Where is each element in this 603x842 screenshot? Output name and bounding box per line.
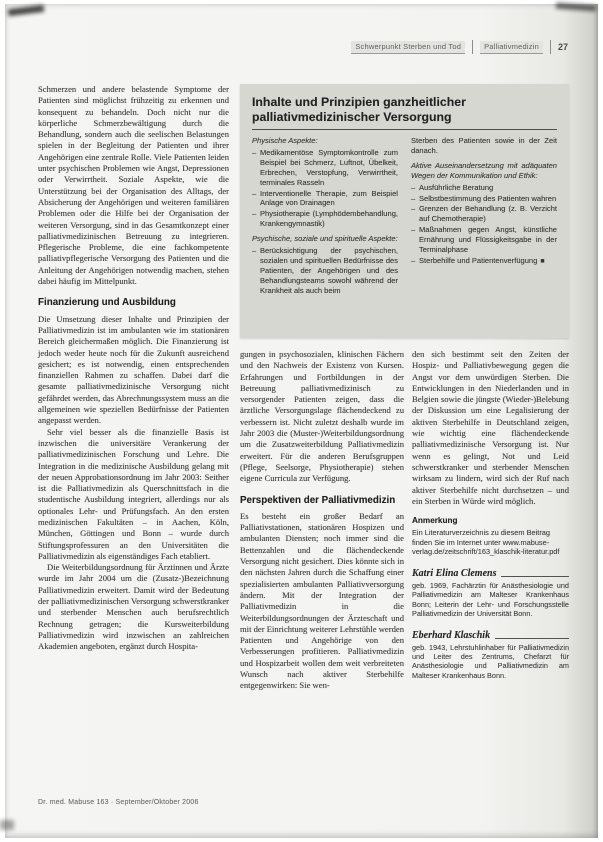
info-box-subhead: Psychische, soziale und spirituelle Aspekte: (252, 234, 398, 244)
info-box (240, 84, 569, 338)
header-divider (472, 40, 473, 54)
author-block (412, 630, 569, 681)
anmerkung-text: Ein Literaturverzeichnis zu diesem Beitrag finden Sie im Internet unter www.mabuse-verlag.de/zeitschrift/163_klaschik-literatur.pdf (412, 528, 560, 557)
bullet-text: Sterbehilfe und Patientenverfügung (419, 255, 538, 265)
paragraph: den sich bestimmt seit den Zeiten der Hospiz- und Palliativbewegung gegen die Angst vor dem unwürdigen Sterben. Die Entwicklungen in den Niederlanden und in Belgien sowie die jüngste (Wieder-)Belebung der Diskussion um eine Legalisierung der aktiven Sterbehilfe in Deutschland zeigen, wie wichtig eine flächendeckende palliativmedizinische Versorgung ist. Nur wenn es gelingt, Not und Leid schwerstkranker und sterbender Menschen wirksam zu lindern, wird sich der Ruf nach aktiver Sterbehilfe nicht durchsetzen – und ein Sterben in Würde wird möglich. (412, 349, 569, 506)
bullet-item: – Medikamentöse Symptomkontrolle zum Beispiel bei Schmerz, Luftnot, Übelkeit, Erbrechen, Verstopfung, Verwirrtheit, terminales Rasseln (252, 148, 398, 188)
author-bio: geb. 1943, Lehrstuhlinhaber für Palliativmedizin und Leiter des Zentrums, Chefarzt für Anästhesiologie und Palliativmedizin am Malteser Krankenhaus Bonn. (412, 642, 569, 680)
author-rule (495, 638, 569, 639)
author-name-text: Eberhard Klaschik (412, 629, 491, 641)
anmerkung-heading: Anmerkung (412, 516, 458, 526)
author-name (412, 630, 569, 641)
info-box-title: Inhalte und Prinzipien ganzheitlicher palliativmedizinischer Versorgung (252, 95, 466, 124)
paragraph: Sehr viel besser als die finanzielle Basis ist inzwischen die universitäre Verankerung der palliativmedizinischen Forschung und Lehre. Die Integration in die medizinische Ausbildung gelang mit der neuen Approbationsordnung im Jahr 2003: Seither ist die Palliativmedizin als Querschnittsfach in die studentische Ausbildung integriert, allerdings nur als optionales Lehr- und Prüfungsfach. An den ersten medizinischen Fakultäten – in Aachen, Köln, München, Göttingen und Bonn – wurde durch Stiftungsprofessuren an den Universitäten die Palliativmedizin als eigenständiges Fach etabliert. (38, 426, 229, 561)
bullet-item: – Berücksichtigung der psychischen, sozialen und spirituellen Bedürfnisse des Patienten, der Angehörigen und des Behandlungsteams sowohl während der Krankheit als auch beim (252, 246, 398, 296)
section-heading-finanzierung: Finanzierung und Ausbildung (38, 297, 176, 309)
article-end-mark: ■ (540, 257, 545, 265)
bullet-item: – Maßnahmen gegen Angst, künstliche Ernährung und Flüssigkeitsgabe in der Terminalphase (411, 225, 557, 255)
info-box-subhead: Aktive Auseinandersetzung mit adäquaten Wegen der Kommunikation und Ethik: (411, 160, 557, 180)
header-divider (550, 40, 551, 54)
header-page-number: 27 (557, 42, 568, 52)
info-box-rule (252, 129, 557, 130)
author-name (412, 568, 569, 579)
info-box-left-column (252, 136, 398, 297)
paragraph: Es besteht ein großer Bedarf an Palliativstationen, stationären Hospizen und ambulanten Diensten; noch immer sind die Bettenzahlen und die flächendeckende Versorgung nicht gesichert. Dies könnte sich in den nächsten Jahren durch die Schaffung einer spezialisierten ambulanten Palliativversorgung ändern. Mit der Integration der Palliativmedizin in die Weiterbildungsordnungen der Ärzteschaft und mit der Einrichtung weiterer Lehrstühle werden Patienten und Angehörige von den Verbesserungen profitieren. Palliativmedizin und Hospizarbeit wollen dem weit verbreiteten Wunsch nach aktiver Sterbehilfe entgegenwirken: Sie wen- (240, 510, 404, 691)
info-box-subhead: Physische Aspekte: (252, 136, 318, 145)
scan-artifact (0, 820, 14, 830)
info-box-right-column (411, 136, 557, 297)
paragraph: Die Weiterbildungsordnung für Ärztinnen und Ärzte wurde im Jahr 2004 um die (Zusatz-)Bezeichnung Palliativmedizin erweitert. Damit wird der Bedeutung der palliativmedizinischen Versorgung schwerstkranker und sterbender Menschen auch berufsrechtlich Rechnung getragen; die Kursweiterbildung Palliativmedizin wird inzwischen an zahlreichen Akademien angeboten, ergänzt durch Hospita- (38, 562, 229, 652)
page-footer: Dr. med. Mabuse 163 · September/Oktober 2006 (38, 799, 199, 806)
paragraph: Schmerzen und andere belastende Symptome der Patienten sind möglichst frühzeitig zu erkennen und konsequent zu behandeln. Doch nicht nur die körperliche Schmerzbewältigung durch die Behandlung, sondern auch die seelischen Belastungen spielen in der Begleitung der Patienten und ihrer Angehörigen eine zentrale Rolle. Viele Patienten leiden unter psychischen Problemen wie Angst, Depressionen oder Verwirrtheit. Soziale Aspekte, wie die Unterstützung bei der Organisation des Alltags, der Absicherung der Angehörigen und weiteren familiären Problemen oder die Hilfe bei der Organisation der weiteren Versorgung, sind in das Gesamtkonzept einer palliativmedizinischen Betreuung zu integrieren. Pflegerische Probleme, die eine fachkompetente palliativpflegerische Versorgung des Patienten und die Anleitung der Angehörigen notwendig machen, stehen dabei häufig im Mittelpunkt. (38, 84, 229, 287)
left-column (38, 84, 229, 653)
page-header (300, 40, 568, 54)
bullet-item: – Selbstbestimmung des Patienten wahren (411, 194, 557, 204)
author-name-text: Katri Elina Clemens (412, 567, 497, 579)
middle-column (240, 349, 404, 692)
paragraph: gungen in psychosozialen, klinischen Fächern und den Nachweis der Existenz von Kursen. Erfahrungen und Fortbildungen in der Betreuung palliativmedizinisch zu versorgender Patienten zeigen, dass die ärztliche Versorgungslage flächendeckend zu verbessern ist. Nicht zuletzt deshalb wurde im Jahr 2003 die (Muster-)Weiterbildungsordnung um die Zusatzweiterbildung Palliativmedizin erweitert. Für die anderen Berufsgruppen (Pflege, Seelsorge, Physiotherapie) stehen eigene Curricula zur Verfügung. (240, 349, 404, 484)
bullet-item (411, 256, 557, 267)
section-heading-perspektiven: Perspektiven der Palliativmedizin (240, 494, 396, 506)
bullet-item: – Grenzen der Behandlung (z. B. Verzicht auf Chemotherapie) (411, 204, 557, 224)
right-column (412, 349, 569, 680)
author-block (412, 568, 569, 619)
bullet-item: – Interventionelle Therapie, zum Beispiel Anlage von Drainagen (252, 189, 398, 209)
author-bio: geb. 1969, Fachärztin für Anästhesiologie und Palliativmedizin am Malteser Krankenhaus Bonn; Leiterin der Lehr- und Forschungsstelle Palliativmedizin der Universität Bonn. (412, 580, 569, 619)
header-topic-label: Palliativmedizin (480, 41, 543, 54)
header-section-label: Schwerpunkt Sterben und Tod (351, 41, 465, 54)
bullet-item: – Physiotherapie (Lymphödembehandlung, Krankengymnastik) (252, 209, 398, 229)
info-box-continuation: Sterben des Patienten sowie in der Zeit danach. (411, 136, 557, 155)
paragraph: Die Umsetzung dieser Inhalte und Prinzipien der Palliativmedizin ist im ambulanten wie im stationären Bereich gleichermaßen möglich. Die Finanzierung ist jedoch weder heute noch für die Zukunft ausreichend gesichert; es ist notwendig, einen entsprechenden finanziellen Rahmen zu schaffen. Dabei darf die gesamte palliativmedizinische Versorgung nicht gefährdet werden, das Abrechnungssystem muss an die allgemeinen wie speziellen Bedürfnisse der Patienten angepasst werden. (38, 313, 229, 426)
author-rule (501, 576, 569, 577)
bullet-item: – Ausführliche Beratung (411, 183, 557, 193)
